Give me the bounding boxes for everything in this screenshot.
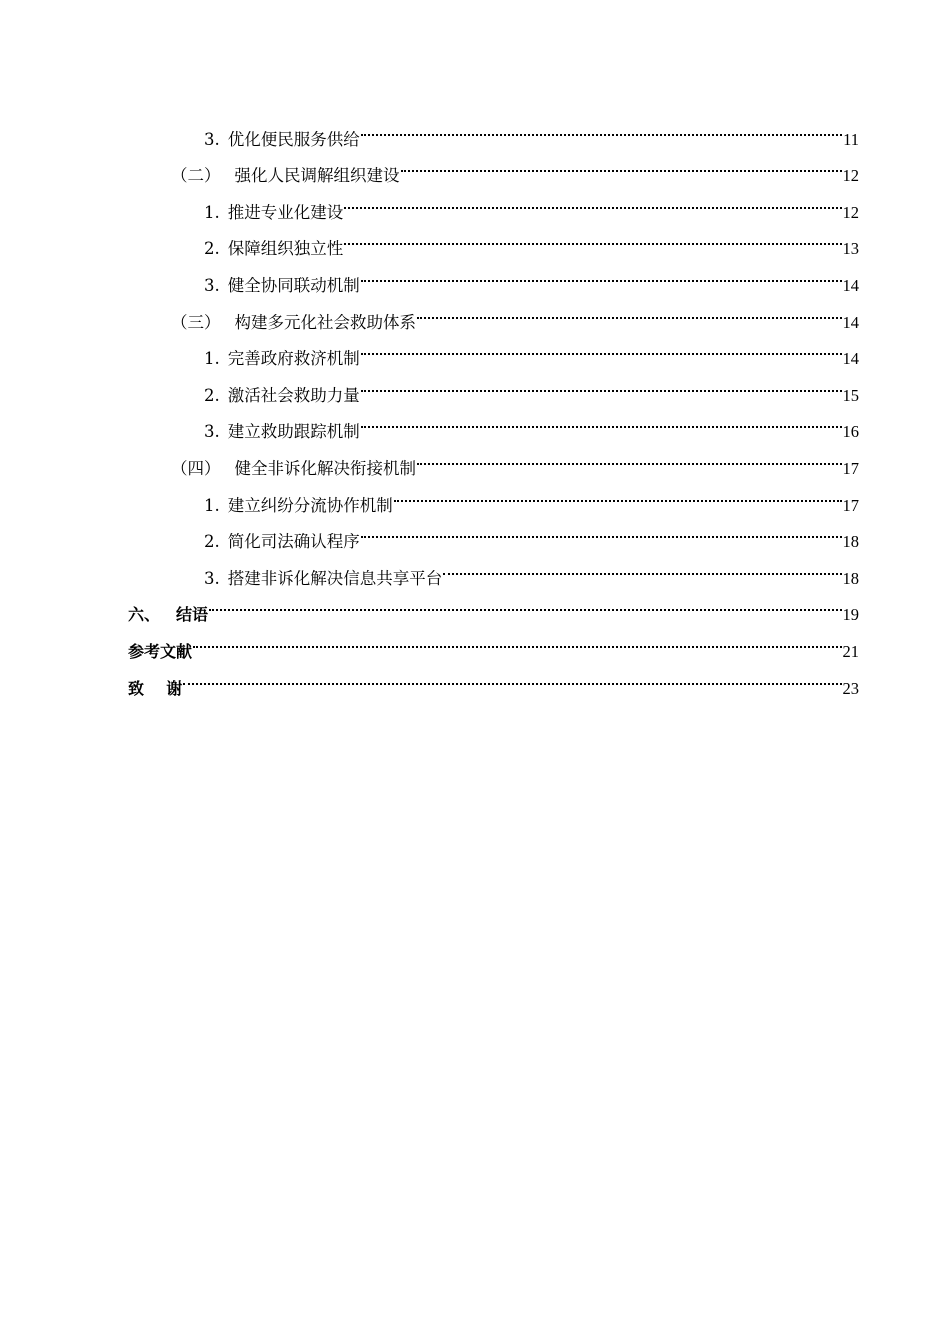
dot-leader [361, 511, 842, 548]
dot-leader [344, 181, 841, 218]
toc-entry-number: 3. [204, 275, 220, 295]
dot-leader [344, 218, 841, 255]
dot-leader [361, 401, 842, 438]
toc-entry-number: （三） [171, 312, 221, 332]
toc-entry[interactable] [0, 291, 950, 332]
dot-leader [361, 364, 842, 401]
toc-entry-title: 建立救助跟踪机制 [227, 422, 360, 442]
table-of-contents [0, 108, 950, 698]
toc-page-number: 14 [842, 349, 859, 369]
toc-entry[interactable] [0, 620, 950, 661]
dot-leader [361, 254, 842, 291]
toc-entry-title: 参考文献 [128, 641, 193, 661]
toc-page-number: 21 [842, 641, 859, 661]
toc-page-number: 12 [842, 166, 859, 186]
toc-page-number: 18 [842, 532, 859, 552]
toc-entry-number: 3. [204, 422, 220, 442]
toc-entry[interactable] [0, 401, 950, 442]
toc-entry-title: 结语 [176, 605, 209, 625]
dot-leader [193, 620, 841, 657]
toc-page-number: 17 [842, 458, 859, 478]
toc-entry-number: （四） [171, 458, 221, 478]
toc-page-number: 13 [842, 239, 859, 259]
dot-leader [443, 547, 841, 584]
toc-page-number: 16 [842, 422, 859, 442]
toc-entry-number: （二） [171, 166, 221, 186]
toc-page-number: 17 [842, 495, 859, 515]
toc-entry[interactable] [0, 547, 950, 588]
toc-entry-number: 1. [204, 202, 220, 222]
toc-entry[interactable] [0, 181, 950, 222]
toc-entry-title: 强化人民调解组织建设 [234, 166, 400, 186]
toc-entry-title: 完善政府救济机制 [227, 349, 360, 369]
dot-leader [401, 145, 842, 182]
toc-entry[interactable] [0, 364, 950, 405]
toc-entry-title: 建立纠纷分流协作机制 [227, 495, 393, 515]
toc-entry[interactable] [0, 584, 950, 625]
toc-entry-number: 3. [204, 129, 220, 149]
toc-entry[interactable] [0, 218, 950, 259]
toc-entry-number: 3. [204, 568, 220, 588]
dot-leader [209, 584, 841, 621]
toc-entry[interactable] [0, 254, 950, 295]
toc-page-number: 15 [842, 385, 859, 405]
toc-entry-title: 简化司法确认程序 [227, 532, 360, 552]
toc-entry-number: 2. [204, 239, 220, 259]
toc-page-number: 18 [842, 568, 859, 588]
toc-entry-number: 1. [204, 349, 220, 369]
toc-entry-title: 搭建非诉化解决信息共享平台 [227, 568, 443, 588]
toc-entry-title: 致 谢 [128, 678, 183, 698]
toc-page-number: 14 [842, 275, 859, 295]
toc-entry-number: 1. [204, 495, 220, 515]
toc-page-number: 14 [842, 312, 859, 332]
toc-page-number: 12 [842, 202, 859, 222]
toc-entry[interactable] [0, 108, 950, 149]
toc-entry-title: 优化便民服务供给 [227, 129, 360, 149]
dot-leader [361, 328, 842, 365]
toc-entry[interactable] [0, 145, 950, 186]
toc-entry[interactable] [0, 328, 950, 369]
dot-leader [183, 657, 841, 694]
toc-entry-title: 推进专业化建设 [227, 202, 344, 222]
toc-entry-title: 激活社会救助力量 [227, 385, 360, 405]
toc-page-number: 23 [842, 678, 859, 698]
toc-entry-title: 健全非诉化解决衔接机制 [234, 458, 416, 478]
toc-entry-number: 六、 [128, 605, 161, 625]
toc-entry-title: 健全协同联动机制 [227, 275, 360, 295]
toc-entry[interactable] [0, 437, 950, 478]
toc-entry-title: 构建多元化社会救助体系 [234, 312, 416, 332]
toc-entry[interactable] [0, 474, 950, 515]
dot-leader [417, 437, 842, 474]
dot-leader [394, 474, 842, 511]
toc-page-number: 19 [842, 605, 859, 625]
toc-entry[interactable] [0, 511, 950, 552]
toc-entry-number: 2. [204, 385, 220, 405]
dot-leader [361, 108, 842, 145]
dot-leader [417, 291, 842, 328]
toc-page-number: 11 [843, 129, 859, 149]
toc-entry-number: 2. [204, 532, 220, 552]
toc-entry[interactable] [0, 657, 950, 698]
toc-entry-title: 保障组织独立性 [227, 239, 344, 259]
